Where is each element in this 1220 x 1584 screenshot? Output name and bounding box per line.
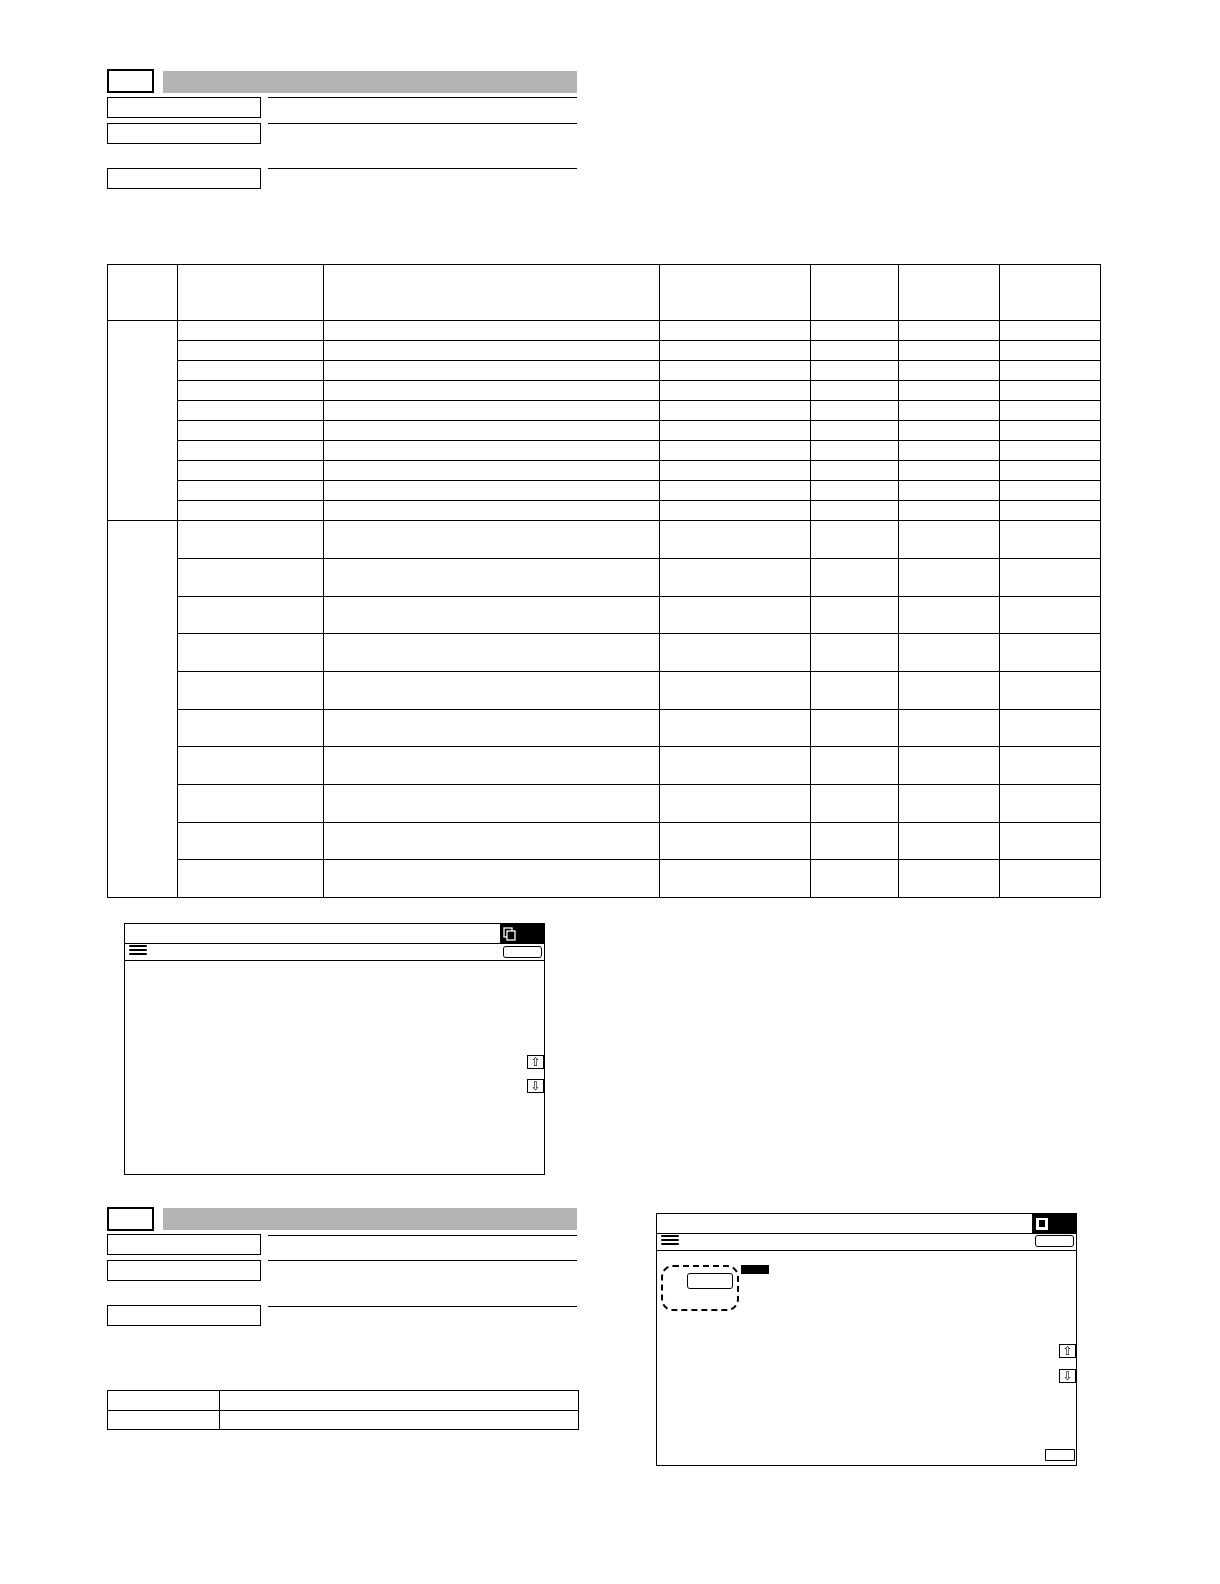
table-row: [108, 710, 1101, 747]
section-title-bar: [163, 1208, 577, 1230]
menu-icon[interactable]: [661, 1233, 679, 1247]
mode-value-cell: [219, 1411, 578, 1430]
screen-title: [129, 926, 499, 942]
table-row: [108, 1411, 579, 1430]
table-row: [108, 521, 1101, 559]
table-row: [108, 481, 1101, 501]
field-value-rule: [268, 123, 577, 124]
execute-button[interactable]: [1045, 1449, 1075, 1461]
table-row: [108, 441, 1101, 461]
field-value-rule: [268, 1235, 577, 1236]
header-cell: [660, 265, 811, 321]
spec-table: [107, 264, 1101, 898]
mode-table: [107, 1390, 579, 1430]
section-code-box: [107, 1207, 154, 1231]
table-row: [108, 747, 1101, 785]
header-cell: [1000, 265, 1101, 321]
table-row: [108, 461, 1101, 481]
screen-title: [661, 1216, 1031, 1232]
table-row: [108, 559, 1101, 597]
mode-value-cell: [219, 1391, 578, 1411]
scroll-down-button[interactable]: ⇩: [527, 1079, 544, 1093]
scroll-down-button[interactable]: ⇩: [1059, 1369, 1076, 1383]
group-cell: [108, 321, 178, 521]
field-label-box: [107, 1260, 261, 1281]
selected-value-badge: [741, 1265, 769, 1274]
copy-mode-icon[interactable]: [500, 924, 544, 943]
mode-label-cell: [108, 1391, 220, 1411]
scroll-up-button[interactable]: ⇧: [527, 1055, 544, 1069]
table-row: [108, 321, 1101, 341]
table-row: [108, 785, 1101, 823]
back-button[interactable]: [503, 946, 542, 958]
value-input-field[interactable]: [687, 1273, 733, 1289]
table-row: [108, 597, 1101, 634]
back-button[interactable]: [1035, 1235, 1074, 1247]
table-row: [108, 1391, 579, 1411]
field-label-box: [107, 123, 261, 144]
screen-subtitle: [683, 1235, 1023, 1249]
field-label-box: [107, 1305, 261, 1326]
table-row: [108, 823, 1101, 860]
table-header-row: [108, 265, 1101, 321]
field-value-rule: [268, 1260, 577, 1261]
section-code-box: [107, 69, 154, 93]
machine-icon[interactable]: [1032, 1214, 1076, 1233]
header-cell: [323, 265, 660, 321]
field-value-rule: [268, 168, 577, 169]
screen-subtitle: [151, 945, 491, 959]
menu-icon[interactable]: [129, 943, 147, 957]
subheader-divider: [125, 960, 544, 961]
table-row: [108, 361, 1101, 381]
table-row: [108, 341, 1101, 361]
table-row: [108, 381, 1101, 401]
table-row: [108, 860, 1101, 898]
group-cell: [108, 521, 178, 898]
field-label-box: [107, 168, 261, 189]
table-row: [108, 672, 1101, 710]
simulation-screen: [656, 1213, 1077, 1466]
header-divider: [657, 1233, 1076, 1234]
header-cell: [811, 265, 899, 321]
table-row: [108, 501, 1101, 521]
table-row: [108, 401, 1101, 421]
simulation-screen: [124, 923, 545, 1175]
header-cell: [899, 265, 1000, 321]
field-value-rule: [268, 97, 577, 98]
scroll-up-button[interactable]: ⇧: [1059, 1344, 1076, 1358]
field-label-box: [107, 97, 261, 118]
section-title-bar: [163, 71, 577, 93]
header-cell: [177, 265, 323, 321]
field-label-box: [107, 1234, 261, 1255]
header-cell: [108, 265, 178, 321]
table-row: [108, 421, 1101, 441]
field-value-rule: [268, 1306, 577, 1307]
mode-label-cell: [108, 1411, 220, 1430]
table-row: [108, 634, 1101, 672]
subheader-divider: [657, 1250, 1076, 1251]
header-divider: [125, 943, 544, 944]
